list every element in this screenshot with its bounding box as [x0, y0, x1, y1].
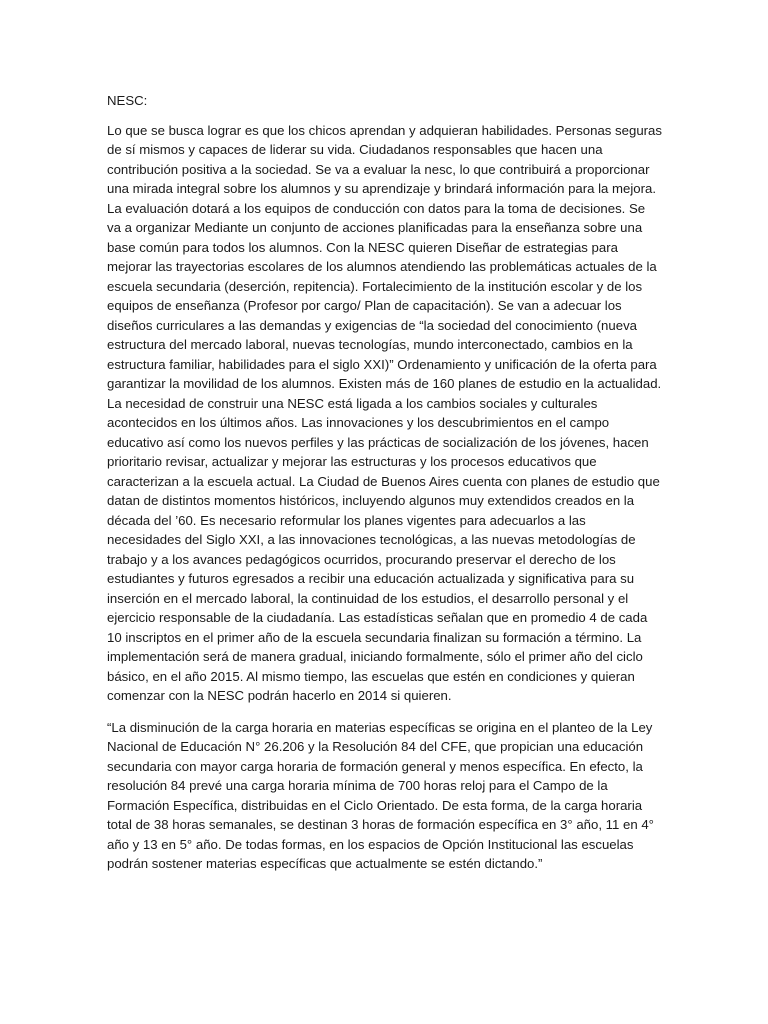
document-heading: NESC: [107, 93, 148, 108]
paragraph-1: Lo que se busca lograr es que los chicos aprendan y adquieran habilidades. Personas seguras de sí mismos y capaces de liderar su vida. Ciudadanos responsables que hacen una contribución positiva a la sociedad. Se va a evaluar la nesc, lo que contribuirá a proporcionar una mirada integral sobre los alumnos y su aprendizaje y brindará información para la mejora. La evaluación dotará a los equipos de conducción con datos para la toma de decisiones. Se va a organizar Mediante un conjunto de acciones planificadas para la enseñanza sobre una base común para todos los alumnos. Con la NESC quieren Diseñar de estrategias para mejorar las trayectorias escolares de los alumnos atendiendo las problemáticas actuales de la escuela secundaria (deserción, repitencia). Fortalecimiento de la institución escolar y de los equipos de enseñanza (Profesor por cargo/ Plan de capacitación). Se van a adecuar los diseños curriculares a las demandas y exigencias de “la sociedad del conocimiento (nueva estructura del mercado laboral, nuevas tecnologías, mundo interconectado, cambios en la estructura familiar, habilidades para el siglo XXI)” Ordenamiento y unificación de la oferta para garantizar la movilidad de los alumnos. Existen más de 160 planes de estudio en la actualidad. La necesidad de construir una NESC está ligada a los cambios sociales y culturales acontecidos en los últimos años. Las innovaciones y los descubrimientos en el campo educativo así como los nuevos perfiles y las prácticas de socialización de los jóvenes, hacen prioritario revisar, actualizar y mejorar las estructuras y los procesos educativos que caracterizan a la escuela actual. La Ciudad de Buenos Aires cuenta con planes de estudio que datan de distintos momentos históricos, incluyendo algunos muy extendidos creados en la década del ’60. Es necesario reformular los planes vigentes para adecuarlos a las necesidades del Siglo XXI, a las innovaciones tecnológicas, a las nuevas metodologías de trabajo y a los avances pedagógicos ocurridos, procurando preservar el derecho de los estudiantes y futuros egresados a recibir una educación actualizada y significativa para su inserción en el mercado laboral, la continuidad de los estudios, el desarrollo personal y el ejercicio responsable de la ciudadanía. Las estadísticas señalan que en promedio 4 de cada 10 inscriptos en el primer año de la escuela secundaria finalizan su formación a término. La implementación será de manera gradual, iniciando formalmente, sólo el primer año del ciclo básico, en el año 2015. Al mismo tiempo, las escuelas que estén en condiciones y quieran comenzar con la NESC podrán hacerlo en 2014 si quieren. [107, 122, 662, 703]
paragraph-2: “La disminución de la carga horaria en materias específicas se origina en el planteo de la Ley Nacional de Educación N° 26.206 y la Resolución 84 del CFE, que propician una educación secundaria con mayor carga horaria de formación general y menos específica. En efecto, la resolución 84 prevé una carga horaria mínima de 700 horas reloj para el Campo de la Formación Específica, distribuidas en el Ciclo Orientado. De esta forma, de la carga horaria total de 38 horas semanales, se destinan 3 horas de formación específica en 3° año, 11 en 4° año y 13 en 5° año. De todas formas, en los espacios de Opción Institucional las escuelas podrán sostener materias específicas que actualmente se estén dictando.” [107, 719, 654, 871]
document-page [107, 91, 662, 886]
